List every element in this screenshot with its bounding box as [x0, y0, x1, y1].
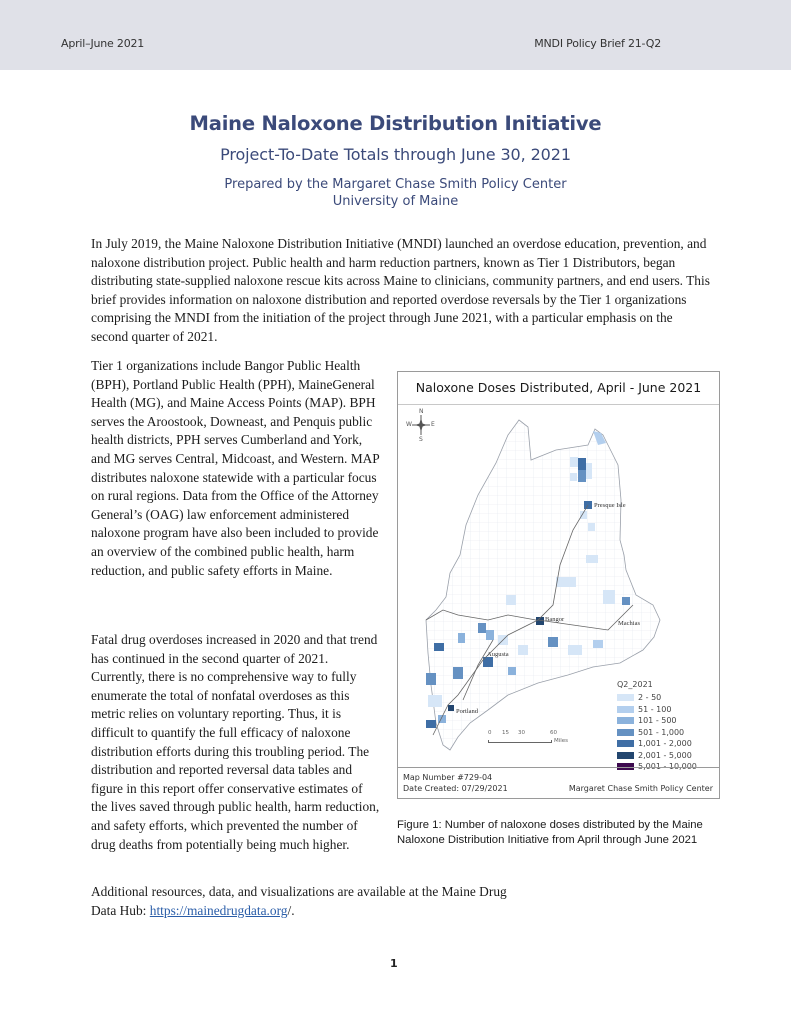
title-block — [0, 110, 791, 210]
scale-tick-60: 60 — [550, 730, 557, 736]
map-title: Naloxone Doses Distributed, April - June 2021 — [398, 372, 719, 405]
map-legend — [617, 680, 697, 773]
page-number: 1 — [390, 957, 398, 970]
prepared-by-line: Prepared by the Margaret Chase Smith Policy Center — [224, 177, 567, 192]
compass-w: W — [406, 421, 412, 428]
legend-item — [617, 750, 697, 762]
header-date-range: April–June 2021 — [61, 37, 145, 50]
map-date-created: Date Created: 07/29/2021 — [403, 784, 508, 793]
legend-swatch — [617, 694, 634, 701]
prepared-by — [0, 176, 791, 210]
scale-tick-0: 0 — [488, 730, 492, 736]
page-title: Maine Naloxone Distribution Initiative — [189, 112, 602, 135]
legend-item — [617, 727, 697, 739]
legend-swatch — [617, 717, 634, 724]
compass-n: N — [419, 408, 424, 415]
additional-text: Additional resources, data, and visualizations are available at the Maine Drug Data Hub: — [91, 884, 507, 918]
legend-label: 101 - 500 — [638, 716, 677, 726]
legend-label: 1,001 - 2,000 — [638, 739, 692, 749]
intro-paragraph: In July 2019, the Maine Naloxone Distribution Initiative (MNDI) launched an overdose education, prevention, and naloxone distribution project. Public health and harm reduction partners, known as Tier 1 Distributors, began distributing state-supplied naloxone rescue kits across Maine to clinicians, community partners, and end users. This brief provides information on naloxone distribution and reported overdose reversals by the Tier 1 organizations comprising the MNDI from the initiation of the project through June 2021, with a particular emphasis on the second quarter of 2021. — [91, 236, 710, 344]
map-label-augusta: Augusta — [487, 651, 509, 658]
scale-unit: Miles — [554, 738, 569, 744]
tier1-paragraph: Tier 1 organizations include Bangor Public Health (BPH), Portland Public Health (PPH), MaineGeneral Health (MG), and Maine Access Points (MAP). BPH serves the Aroostook, Downeast, and Penquis public health districts, PPH serves Cumberland and York, and MG serves Central, Midcoast, and Western. MAP distributes naloxone statewide with a particular focus on rural regions. Data from the Office of the Attorney General’s (OAG) law enforcement administered naloxone program have also been included to provide an overview of the combined public health, harm reduction, and public safety efforts in Maine. — [91, 358, 380, 578]
legend-swatch — [617, 740, 634, 747]
compass-e: E — [431, 421, 435, 428]
additional-resources-paragraph — [91, 883, 511, 920]
legend-label: 2,001 - 5,000 — [638, 750, 692, 760]
fatal-overdoses-paragraph: Fatal drug overdoses increased in 2020 and that trend has continued in the second quarter of 2021. Currently, there is no comprehensive way to fully enumerate the total of nonfatal overdoses as this metric relies on voluntary reporting. Thus, it is difficult to quantify the full efficacy of naloxone distribution efforts during this troubling period. The distribution and reported reversal data tables and figure in this report offer conservative estimates of the lives saved through public health, harm reduction, and safety efforts, which prevented the number of drug deaths from potentially being much higher. — [91, 632, 380, 852]
map-label-portland: Portland — [456, 708, 479, 715]
legend-item — [617, 715, 697, 727]
legend-swatch — [617, 752, 634, 759]
legend-title: Q2_2021 — [617, 680, 653, 689]
page-subtitle: Project-To-Date Totals through June 30, 2021 — [220, 145, 571, 164]
institution-line: University of Maine — [332, 194, 459, 209]
legend-swatch — [617, 706, 634, 713]
map-number: Map Number #729-04 — [403, 773, 493, 782]
scale-bar — [488, 730, 578, 744]
map-label-bangor: Bangor — [545, 616, 565, 623]
legend-item — [617, 692, 697, 704]
legend-label: 5,001 - 10,000 — [638, 762, 697, 772]
map-label-machias: Machias — [618, 620, 641, 627]
legend-label: 501 - 1,000 — [638, 727, 685, 737]
legend-label: 2 - 50 — [638, 693, 662, 703]
map-footer — [398, 767, 719, 798]
scale-tick-15: 15 — [502, 730, 509, 736]
figure-caption: Figure 1: Number of naloxone doses distributed by the Maine Naloxone Distribution Initiative from April through June 2021 — [397, 819, 703, 846]
compass-s: S — [419, 436, 423, 443]
scale-tick-30: 30 — [518, 730, 525, 736]
legend-swatch — [617, 729, 634, 736]
map-area — [398, 405, 719, 772]
header-band — [0, 0, 791, 70]
drug-data-hub-link[interactable]: https://mainedrugdata.org — [149, 902, 288, 918]
map-figure — [397, 371, 720, 799]
legend-item — [617, 704, 697, 716]
additional-suffix: /. — [287, 902, 295, 918]
legend-item — [617, 738, 697, 750]
map-credit: Margaret Chase Smith Policy Center — [568, 784, 713, 793]
legend-label: 51 - 100 — [638, 704, 672, 714]
map-label-presque-isle: Presque Isle — [594, 502, 626, 509]
header-brief-id: MNDI Policy Brief 21-Q2 — [534, 37, 661, 50]
